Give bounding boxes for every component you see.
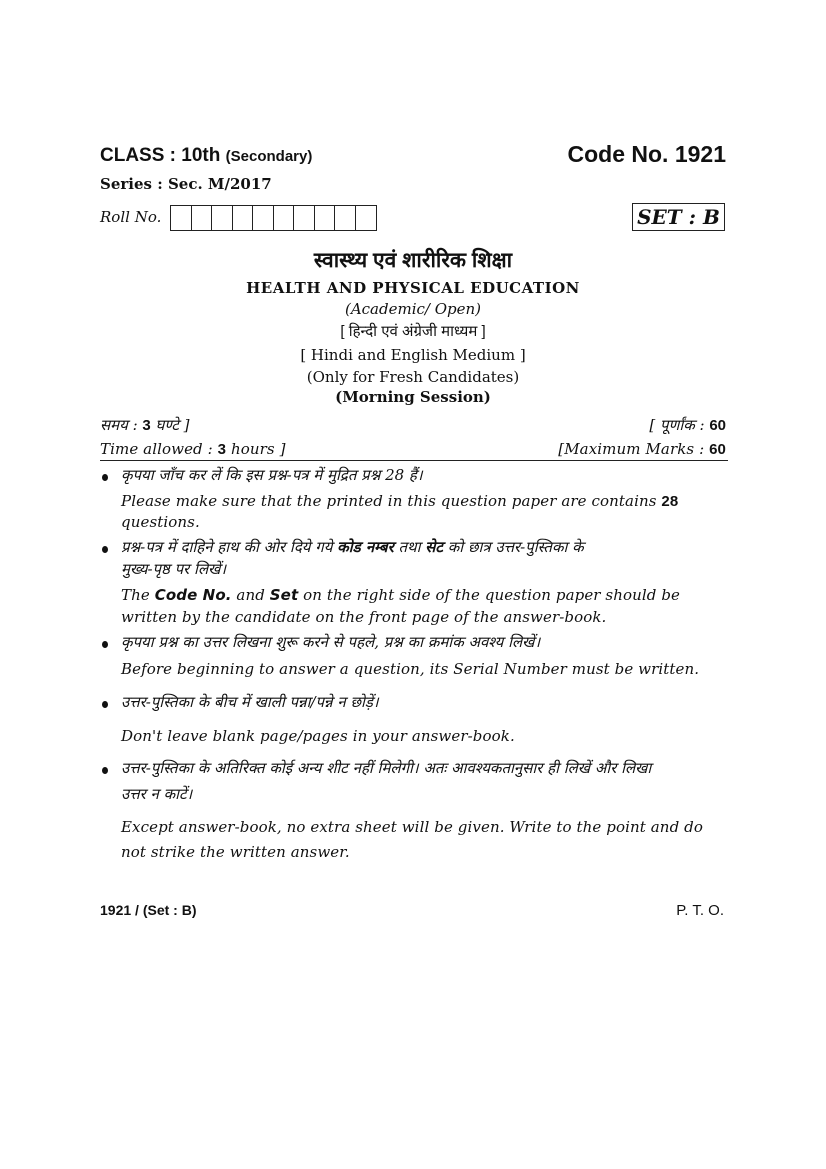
class-value: CLASS : 10th: [100, 145, 221, 166]
bullet-icon: [102, 767, 108, 774]
time-en-prefix: Time allowed :: [100, 440, 218, 458]
time-en-suffix: hours ]: [226, 440, 286, 458]
code-number: Code No. 1921: [567, 141, 726, 167]
class-label: [100, 146, 312, 165]
marks-hindi-value: 60: [709, 417, 726, 434]
set-badge: [632, 203, 725, 231]
bullet-icon: [102, 474, 108, 481]
time-hindi-suffix: घण्टे ]: [150, 416, 190, 434]
session: (Morning Session): [335, 388, 491, 406]
time-hindi-value: 3: [142, 417, 151, 434]
i2-e-d: Set: [269, 586, 299, 604]
time-hindi: [100, 418, 190, 433]
instruction-4-hindi: उत्तर-पुस्तिका के बीच में खाली पन्ना/पन्ने न छोड़ें।: [121, 693, 379, 711]
title-english: HEALTH AND PHYSICAL EDUCATION: [246, 279, 580, 297]
instruction-1-english: [121, 494, 678, 509]
roll-no-boxes[interactable]: [170, 205, 377, 231]
marks-hindi-prefix: [ पूर्णांक :: [649, 416, 710, 434]
series: Series : Sec. M/2017: [100, 175, 272, 193]
marks-hindi: [649, 418, 726, 433]
footer-code: 1921 / (Set : B): [100, 902, 197, 918]
instruction-3-hindi: कृपया प्रश्न का उत्तर लिखना शुरू करने से पहले, प्रश्न का क्रमांक अवश्य लिखें।: [121, 633, 541, 651]
maximum-marks: [558, 442, 726, 457]
instruction-5-hindi: उत्तर-पुस्तिका के अतिरिक्त कोई अन्य शीट नहीं मिलेगी। अतः आवश्यकतानुसार ही लिखें और लिखा: [121, 759, 652, 777]
i2-e-b: Code No.: [154, 586, 232, 604]
instruction-1-count: 28: [661, 493, 679, 510]
time-allowed: [100, 442, 286, 457]
i2-e-c: and: [231, 586, 270, 604]
title-hindi: स्वास्थ्य एवं शारीरिक शिक्षा: [313, 249, 513, 272]
roll-no-label: Roll No.: [100, 208, 162, 226]
class-sub: (Secondary): [225, 148, 313, 165]
i2-e-e: on the right side of the question paper should be: [298, 586, 681, 604]
instruction-5-english-2: not strike the written answer.: [121, 843, 350, 861]
i2-h-a: प्रश्न-पत्र में दाहिने हाथ की ओर दिये गये: [121, 538, 338, 556]
i2-h-b: कोड नम्बर: [337, 538, 394, 556]
time-en-value: 3: [217, 441, 227, 458]
bullet-icon: [102, 546, 108, 553]
instruction-2-hindi: [121, 540, 584, 555]
instruction-3-english: Before beginning to answer a question, its Serial Number must be written.: [121, 660, 700, 678]
instruction-1-text: Please make sure that the printed in this question paper are contains: [121, 492, 662, 510]
marks-en-value: 60: [709, 441, 726, 458]
time-hindi-prefix: समय :: [100, 416, 143, 434]
candidates-note: (Only for Fresh Candidates): [306, 368, 520, 386]
i2-h-c: तथा: [393, 538, 426, 556]
set-text: SET : B: [637, 205, 720, 229]
i2-e-a: The: [121, 586, 155, 604]
medium-hindi: [ हिन्दी एवं अंग्रेजी माध्यम ]: [340, 323, 486, 340]
i2-h-e: को छात्र उत्तर-पुस्तिका के: [443, 538, 584, 556]
marks-en-prefix: [Maximum Marks :: [558, 440, 710, 458]
instruction-4-english: Don't leave blank page/pages in your answer-book.: [121, 727, 515, 745]
bullet-icon: [102, 701, 108, 708]
instruction-1-english-2: questions.: [121, 513, 200, 531]
instruction-5-english: Except answer-book, no extra sheet will be given. Write to the point and do: [121, 818, 703, 836]
footer-pto: P. T. O.: [676, 902, 724, 919]
instruction-1-hindi: कृपया जाँच कर लें कि इस प्रश्न-पत्र में मुद्रित प्रश्न 28 हैं।: [121, 466, 423, 484]
i2-h-d: सेट: [425, 538, 443, 556]
instruction-2-english: [121, 588, 680, 603]
instruction-2-hindi-2: मुख्य-पृष्ठ पर लिखें।: [121, 560, 227, 578]
bullet-icon: [102, 641, 108, 648]
divider: [100, 460, 728, 461]
exam-type: (Academic/ Open): [344, 300, 482, 318]
instruction-5-hindi-2: उत्तर न काटें।: [121, 785, 193, 803]
instruction-2-english-2: written by the candidate on the front page of the answer-book.: [121, 608, 607, 626]
medium-english: [ Hindi and English Medium ]: [300, 346, 526, 364]
